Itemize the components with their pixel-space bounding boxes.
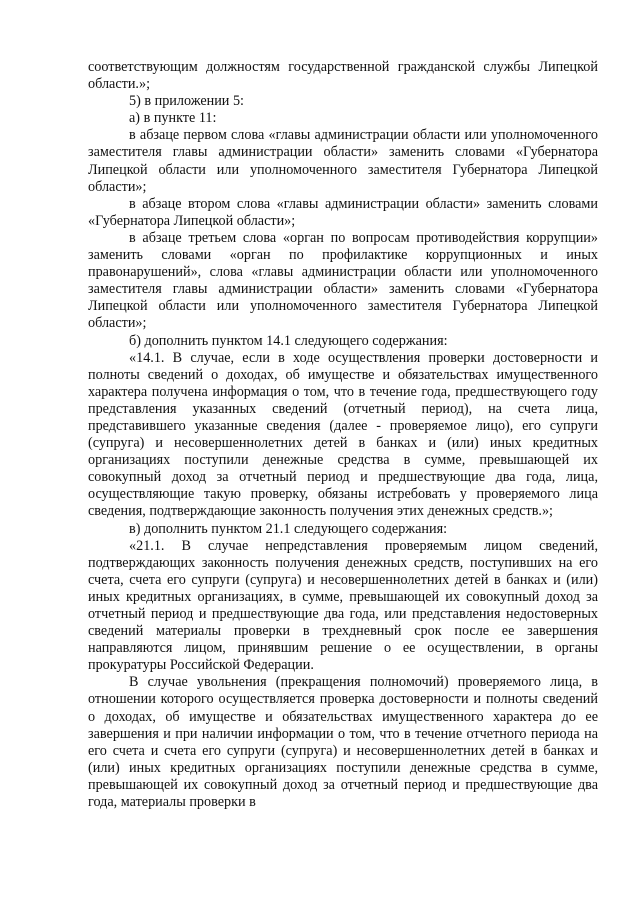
paragraph-item-5: 5) в приложении 5: — [129, 93, 244, 110]
paragraph-third-abzac: в абзаце третьем слова «орган по вопросам противодействия коррупции» заменить словами «орган по профилактике коррупционных и иных правонарушений», слова «главы администрации области или уполномоченного заместителя главы администрации области» заменить словами «Губернатора Липецкой области или уполномоченного заместителя Губернатора Липецкой области»; — [88, 229, 598, 332]
paragraph-second-abzac: в абзаце втором слова «главы администрации области» заменить словами «Губернатора Липецкой области»; — [88, 195, 598, 229]
paragraph-subitem-b: б) дополнить пунктом 14.1 следующего содержания: — [129, 332, 448, 349]
paragraph-subitem-a: а) в пункте 11: — [129, 110, 217, 127]
paragraph-point-14-1: «14.1. В случае, если в ходе осуществления проверки достоверности и полноты сведений о доходах, об имуществе и обязательствах имущественного характера получена информация о том, что в течение года, предшествующего году представления указанных сведений (отчетный период), на счета лица, представившего указанные сведения (далее - проверяемое лицо), его супруги (супруга) и несовершеннолетних детей в банках и (или) иных кредитных организациях поступили денежные средства в сумме, превышающей их совокупный доход за отчетный период и предшествующие два года, лица, осуществляющие такую проверку, обязаны истребовать у проверяемого лица сведения, подтверждающие законность получения этих денежных средств.»; — [88, 349, 598, 520]
paragraph-dismissal-case: В случае увольнения (прекращения полномочий) проверяемого лица, в отношении которого осуществляется проверка достоверности и полноты сведений о доходах, об имуществе и обязательствах имущественного характера до ее завершения и при наличии информации о том, что в течение отчетного периода на его счета и счета его супруги (супруга) и несовершеннолетних детей в банках и (или) иных кредитных организациях поступили денежные средства в сумме, превышающей их совокупный доход за отчетный период и предшествующие два года, материалы проверки в — [88, 674, 598, 811]
paragraph-continuation: соответствующим должностям государственной гражданской службы Липецкой области.»; — [88, 59, 598, 93]
paragraph-first-abzac: в абзаце первом слова «главы администрации области или уполномоченного заместителя главы администрации области» заменить словами «Губернатора Липецкой области или уполномоченного заместителя Губернатора Липецкой области»; — [88, 127, 598, 195]
paragraph-subitem-v: в) дополнить пунктом 21.1 следующего содержания: — [129, 520, 448, 537]
document-page — [88, 59, 598, 811]
paragraph-point-21-1: «21.1. В случае непредставления проверяемым лицом сведений, подтверждающих законность получения денежных средств, поступивших на его счета, счета его супруги (супруга) и несовершеннолетних детей в банках и (или) иных кредитных организациях, в сумме, превышающей их совокупный доход за отчетный период и предшествующие два года, или представления недостоверных сведений материалы проверки в трехдневный срок после ее завершения направляются лицом, принявшим решение о ее осуществлении, в органы прокуратуры Российской Федерации. — [88, 537, 598, 674]
